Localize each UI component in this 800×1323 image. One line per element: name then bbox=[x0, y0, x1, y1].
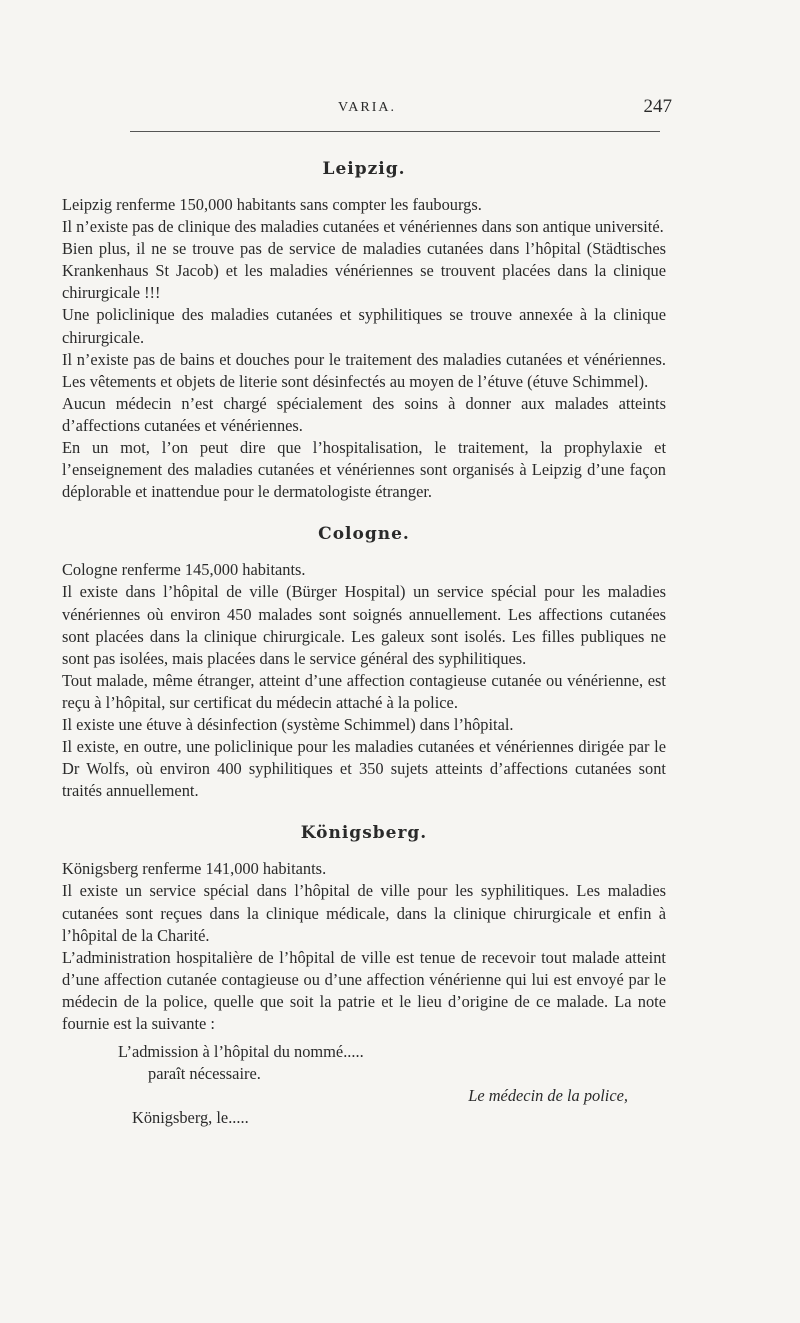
paragraph: Königsberg renferme 141,000 habitants. bbox=[62, 859, 327, 879]
paragraph: Une policlinique des maladies cutanées et syphilitiques se trouve annexée à la clinique chirurgicale. bbox=[62, 305, 666, 347]
paragraph: Il existe une étuve à désinfection (système Schimmel) dans l’hôpital. bbox=[62, 714, 514, 734]
section-heading-cologne: Cologne. bbox=[318, 524, 410, 545]
note-line-admission: L’admission à l’hôpital du nommé..... bbox=[118, 1042, 364, 1062]
note-place-date: Königsberg, le..... bbox=[132, 1108, 249, 1128]
paragraph: Bien plus, il ne se trouve pas de service de maladies cutanées dans l’hôpital (Städtisches Krankenhaus St Jacob) et les maladies vénériennes se trouvent placées dans la clinique chirurgicale !!! bbox=[62, 239, 666, 303]
page-number: 247 bbox=[643, 96, 672, 117]
section-heading-leipzig: Leipzig. bbox=[322, 159, 406, 179]
paragraph: Tout malade, même étranger, atteint d’une affection contagieuse cutanée ou vénérienne, est reçu à l’hôpital, sur certificat du médecin attaché à la police. bbox=[62, 670, 666, 712]
header-rule bbox=[130, 131, 660, 132]
admission-note bbox=[62, 1041, 666, 1129]
note-signature: Le médecin de la police, bbox=[468, 1086, 628, 1106]
paragraph: L’administration hospitalière de l’hôpital de ville est tenue de recevoir tout malade atteint d’une affection cutanée contagieuse ou d’une affection vénérienne qui lui est envoyé par le médecin de la police, quelle que soit la patrie et le lieu d’origine de ce malade. La note fournie est la suivante : bbox=[62, 947, 666, 1033]
paragraph: Aucun médecin n’est chargé spécialement des soins à donner aux malades atteints d’affections cutanées et vénériennes. bbox=[62, 393, 666, 435]
paragraph: Il existe, en outre, une policlinique pour les maladies cutanées et vénériennes dirigée par le Dr Wolfs, où environ 400 syphilitiques et 350 sujets atteints d’affections cutanées sont traités annuellement. bbox=[62, 737, 666, 801]
note-line-necessary: paraît nécessaire. bbox=[148, 1064, 261, 1084]
running-title: VARIA. bbox=[337, 100, 397, 115]
section-heading-konigsberg: Königsberg. bbox=[300, 823, 428, 844]
running-header bbox=[62, 96, 672, 120]
paragraph: Il n’existe pas de bains et douches pour le traitement des maladies cutanées et vénériennes. Les vêtements et objets de literie sont désinfectés au moyen de l’étuve (étuve Schimmel). bbox=[62, 349, 666, 391]
paragraph: Cologne renferme 145,000 habitants. bbox=[62, 560, 306, 580]
paragraph: En un mot, l’on peut dire que l’hospitalisation, le traitement, la prophylaxie et l’enseignement des maladies cutanées et vénériennes sont organisés à Leipzig d’une façon déplorable et inattendue pour le dermatologiste étranger. bbox=[62, 438, 666, 502]
paragraph: Il existe dans l’hôpital de ville (Bürger Hospital) un service spécial pour les maladies vénériennes où environ 450 malades sont soignés annuellement. Les affections cutanées sont placées dans la clinique chirurgicale. Les galeux sont isolés. Les filles publiques ne sont pas isolées, mais placées dans le service général des syphilitiques. bbox=[62, 582, 666, 668]
article-body bbox=[62, 158, 666, 1129]
paragraph: Il existe un service spécial dans l’hôpital de ville pour les syphilitiques. Les maladies cutanées sont reçues dans la clinique médicale, dans la clinique chirurgicale et enfin à l’hôpital de la Charité. bbox=[62, 881, 666, 945]
paragraph: Il n’existe pas de clinique des maladies cutanées et vénériennes dans son antique université. bbox=[62, 217, 664, 237]
paragraph: Leipzig renferme 150,000 habitants sans compter les faubourgs. bbox=[62, 195, 482, 214]
